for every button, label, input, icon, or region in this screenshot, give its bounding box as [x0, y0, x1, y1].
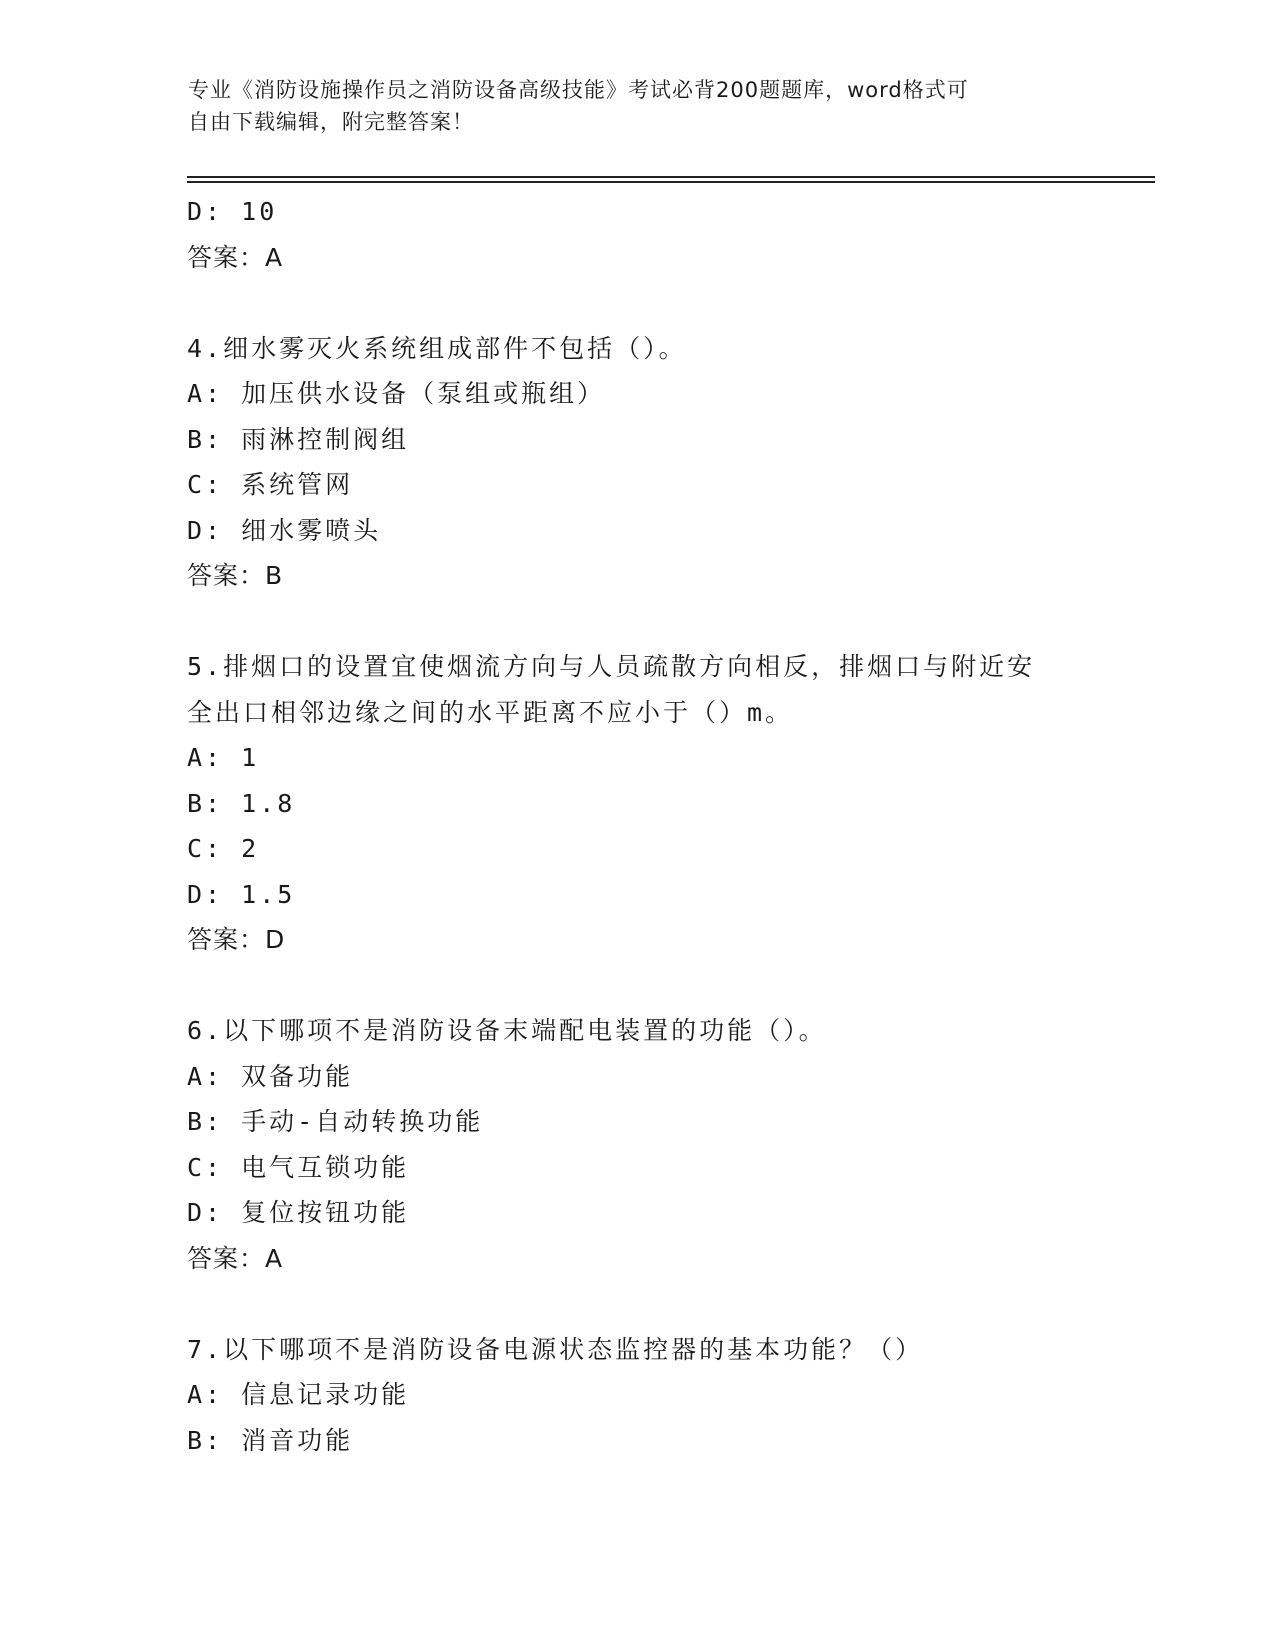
header-line-1: 专业《消防设施操作员之消防设备高级技能》考试必背200题题库，word格式可	[188, 78, 969, 102]
header-rule-top	[187, 176, 1155, 178]
question-stem-continued: 全出口相邻边缘之间的水平距离不应小于（）m。	[187, 697, 794, 727]
option-c: C: 电气互锁功能	[187, 1152, 410, 1182]
question-stem: 7.以下哪项不是消防设备电源状态监控器的基本功能？（）	[187, 1334, 924, 1364]
question-7	[187, 1327, 1087, 1464]
spacer	[187, 963, 1087, 1009]
answer-line: 答案：B	[187, 561, 284, 590]
option-d: D: 1.5	[187, 879, 296, 909]
option-b: B: 雨淋控制阀组	[187, 424, 410, 454]
spacer	[187, 280, 1087, 326]
question-5	[187, 644, 1087, 963]
option-b: B: 1.8	[187, 788, 296, 818]
option-c: C: 系统管网	[187, 470, 354, 499]
option-b: B: 消音功能	[187, 1425, 354, 1455]
option-a: A: 双备功能	[187, 1061, 354, 1091]
question-stem: 4.细水雾灭火系统组成部件不包括（）。	[187, 333, 687, 363]
question-stem: 6.以下哪项不是消防设备末端配电装置的功能（）。	[187, 1016, 827, 1045]
previous-question-tail	[187, 189, 1087, 280]
header-line-2: 自由下载编辑，附完整答案！	[188, 110, 474, 134]
option-b: B: 手动-自动转换功能	[187, 1107, 484, 1136]
spacer	[187, 599, 1087, 645]
option-d: D: 细水雾喷头	[187, 515, 382, 545]
question-6	[187, 1008, 1087, 1281]
option-a: A: 1	[187, 743, 260, 772]
spacer	[187, 1281, 1087, 1327]
option-d: D: 复位按钮功能	[187, 1198, 410, 1227]
option-c: C: 2	[187, 834, 260, 863]
option-a: A: 信息记录功能	[187, 1380, 410, 1409]
answer-line: 答案：D	[187, 925, 286, 954]
option-a: A: 加压供水设备（泵组或瓶组）	[187, 379, 606, 408]
question-4	[187, 326, 1087, 599]
document-header	[188, 74, 1068, 138]
question-list	[187, 189, 1087, 1463]
question-stem: 5.排烟口的设置宜使烟流方向与人员疏散方向相反，排烟口与附近安	[187, 652, 1036, 681]
answer-line: 答案：A	[187, 242, 284, 272]
header-rule-bottom	[187, 181, 1155, 183]
answer-line: 答案：A	[187, 1243, 284, 1273]
option-d: D: 10	[187, 197, 278, 226]
